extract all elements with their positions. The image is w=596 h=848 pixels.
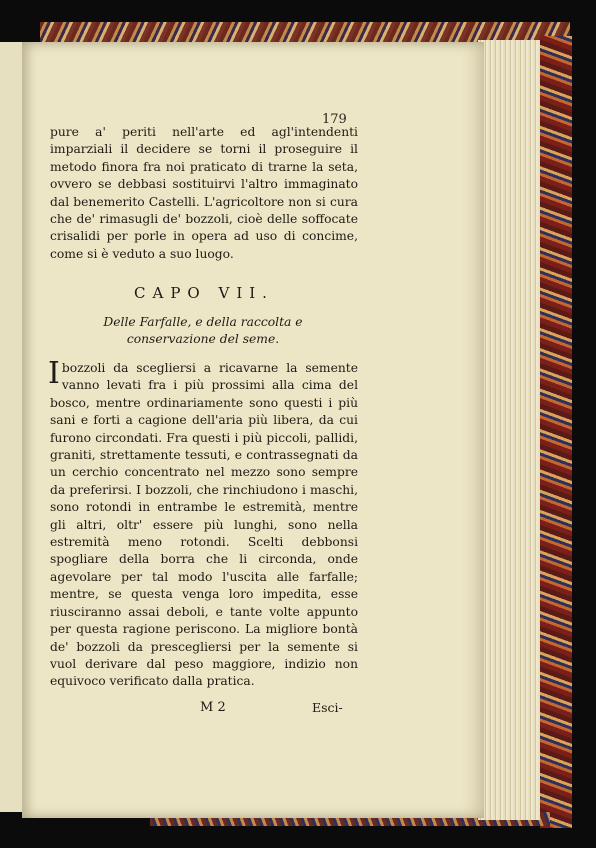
chapter-subtitle: Delle Farfalle, e della raccolta e conservazione del seme. <box>103 315 303 346</box>
page-fore-edge <box>478 40 540 820</box>
page-number: 179 <box>322 112 347 127</box>
marbled-cover-edge <box>540 36 572 828</box>
paragraph-body-text: bozzoli da scegliersi a ricavarne la semente vanno levati fra i più prossimi alla cima del bosco, mentre ordinariamente sono questi i più sani e forti a cagione dell'aria più libera, da cui furono circondati. Fra questi i più piccoli, pallidi, graniti, strettamente tessuti, e contrassegnati da un cerchio concentrato nel mezzo sono sempre da preferirsi. I bozzoli, che rinchiudono i maschi, sono rotondi in entrambe le estremità, mentre gli altri, oltr' essere più lunghi, sono nella estremità meno rotondi. Scelti debbonsi spogliare della borra che li circonda, onde agevolare per tal modo l'uscita alle farfalle; mentre, se questa venga loro impedita, esse riusciranno assai deboli, e tante volte appunto per questa ragione periscono. La migliore bontà de' bozzoli da prescegliersi per la semente si vuol derivare dal peso maggiore, indizio non equivoco verificato dalla pratica. <box>50 361 358 689</box>
paragraph-continuation <box>50 124 358 263</box>
paragraph-text: pure a' periti nell'arte ed agl'intendenti imparziali il decidere se torni il proseguire il metodo finora fra noi praticato di trarne la seta, ovvero se debbasi sostituirvi l'altro immaginato dal benemerito Castelli. L'agricoltore non si cura che de' rimasugli de' bozzoli, cioè delle soffocate crisalidi per porle in opera ad uso di concime, come si è veduto a suo luogo. <box>50 125 358 261</box>
chapter-title: CAPO VII. <box>134 284 274 302</box>
facing-page-edge <box>0 42 22 812</box>
signature-mark: M 2 <box>200 700 226 715</box>
paragraph-main <box>48 356 358 691</box>
paragraph-body <box>48 356 358 691</box>
catchword: Esci- <box>312 700 343 715</box>
drop-cap: I <box>48 356 60 391</box>
